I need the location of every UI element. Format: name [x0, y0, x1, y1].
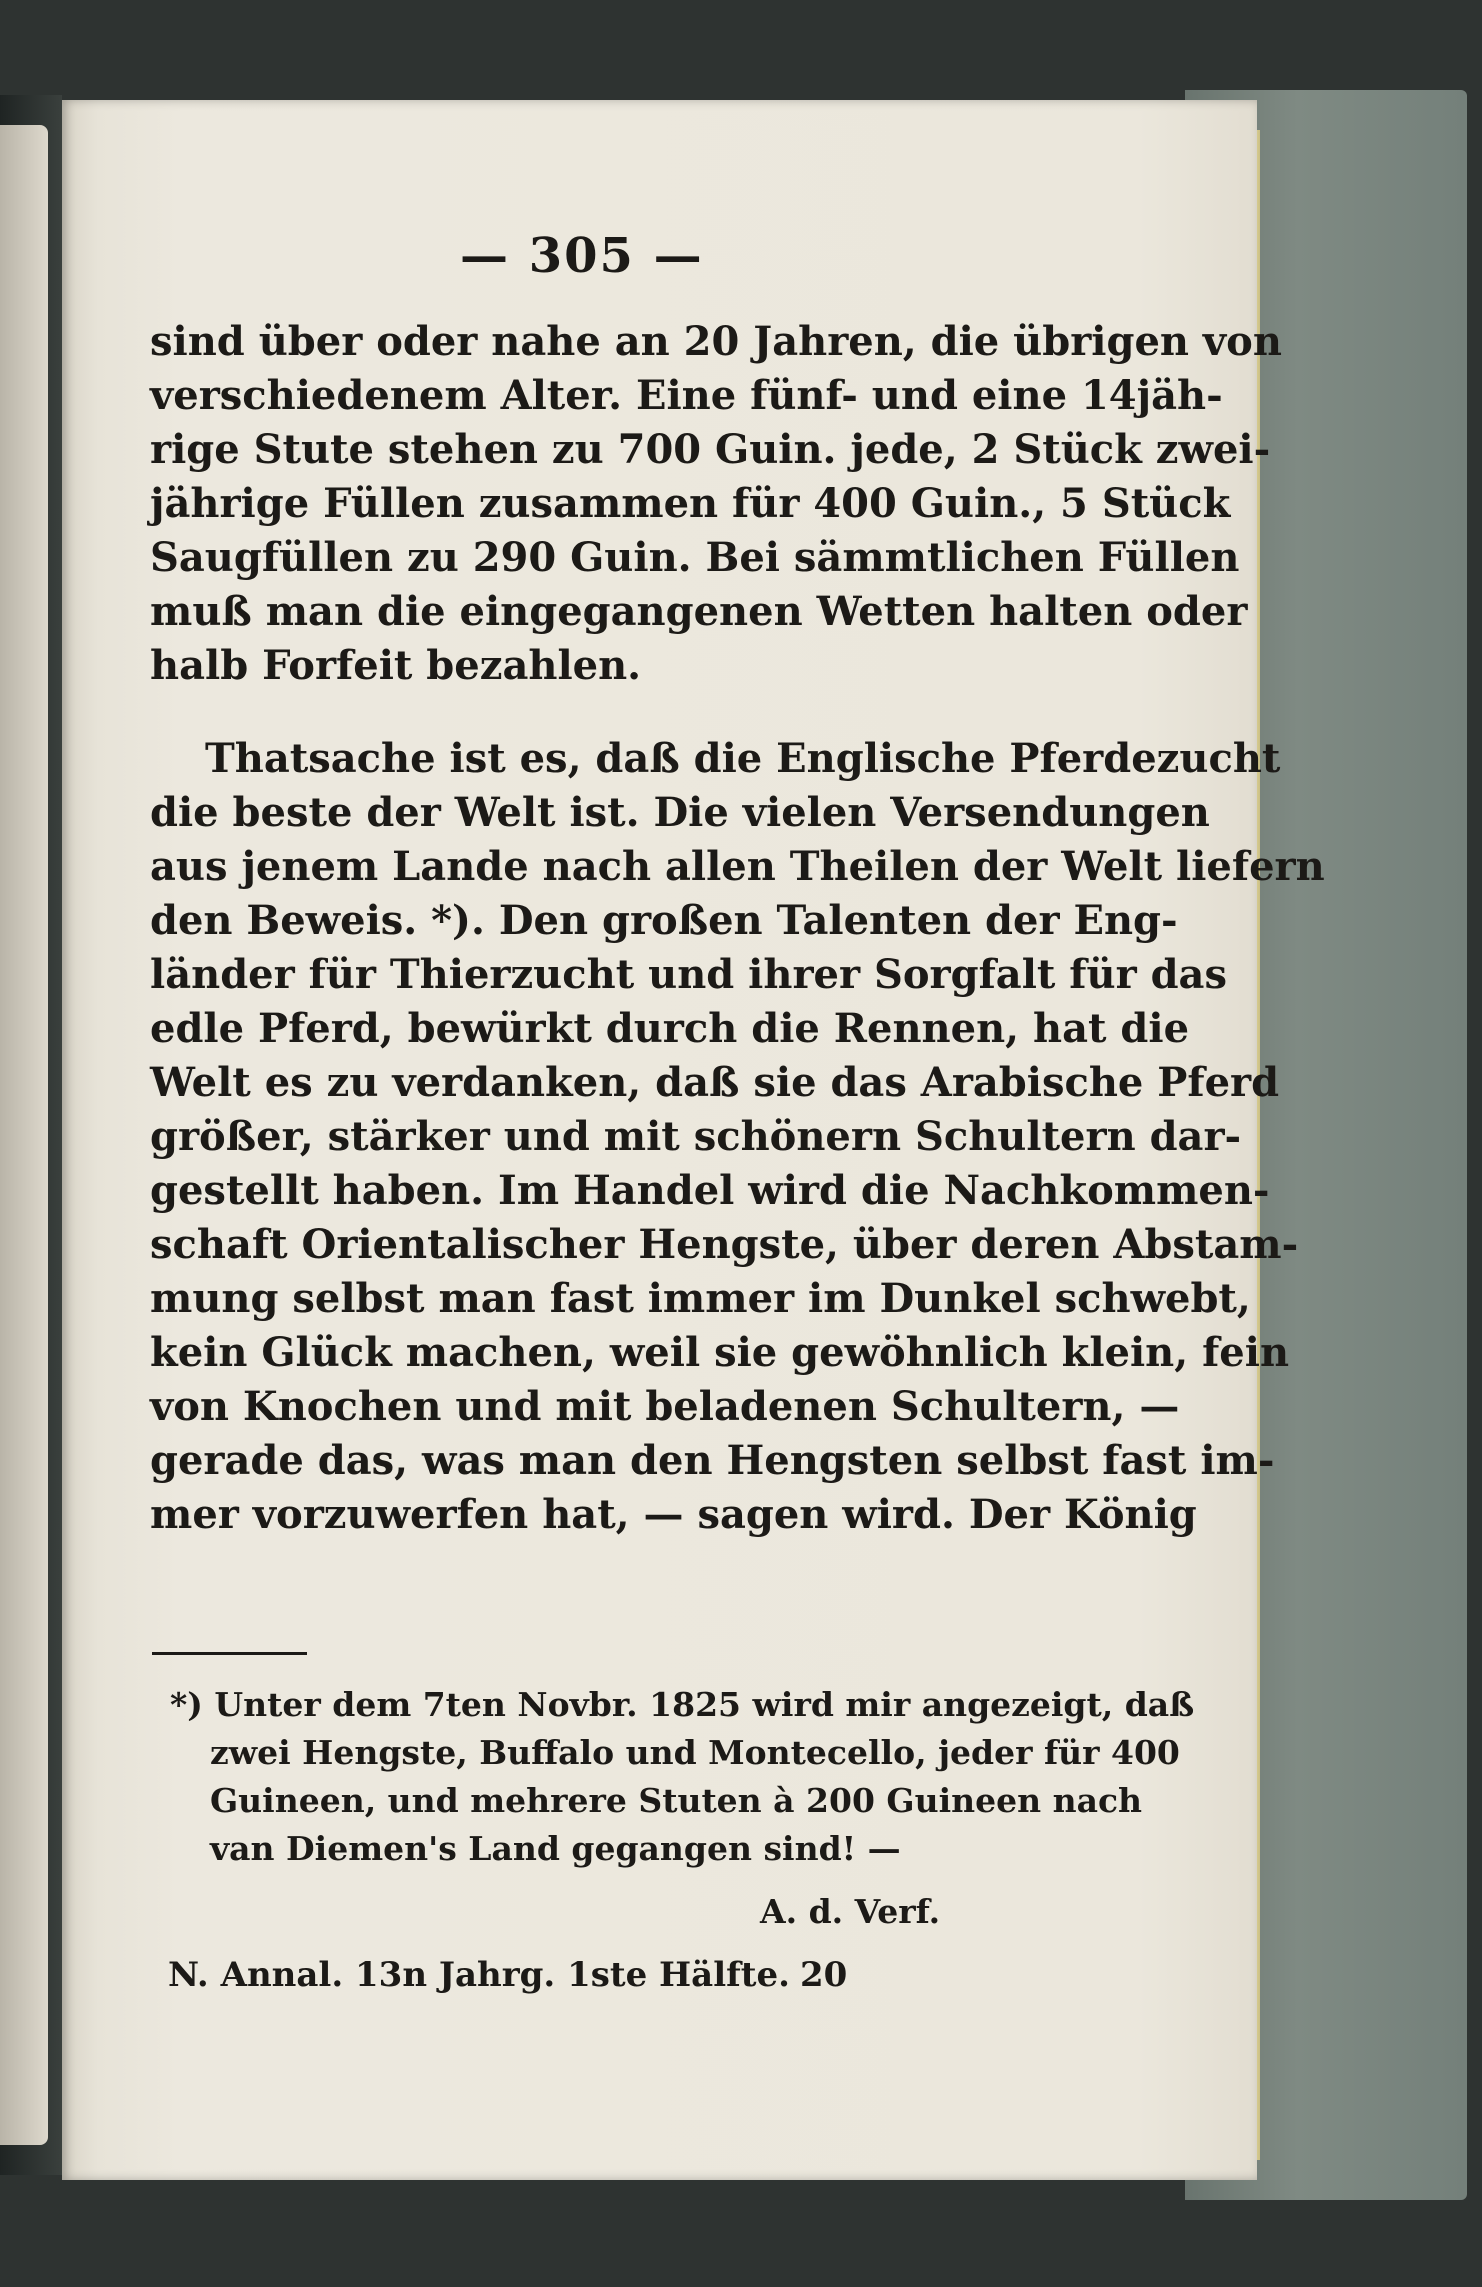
footnote-line-3: Guineen, und mehrere Stuten à 200 Guineen nach	[210, 1781, 1143, 1820]
signature-mark: N. Annal. 13n Jahrg. 1ste Hälfte.	[168, 1955, 790, 1995]
footnote-line-1: *) Unter dem 7ten Novbr. 1825 wird mir angezeigt, daß	[170, 1685, 1195, 1724]
body-line-4: jährige Füllen zusammen für 400 Guin., 5 Stück	[150, 480, 1231, 527]
body-line-9: die beste der Welt ist. Die vielen Versendungen	[150, 789, 1210, 836]
footnote-line-2: zwei Hengste, Buffalo und Montecello, jeder für 400	[210, 1733, 1180, 1772]
body-line-1: sind über oder nahe an 20 Jahren, die übrigen von	[150, 318, 1282, 365]
body-line-15: größer, stärker und mit schönern Schultern dar-	[150, 1113, 1242, 1160]
body-line-22: mer vorzuwerfen hat, — sagen wird. Der König	[150, 1491, 1197, 1538]
body-line-11: den Beweis. *). Den großen Talenten der Eng-	[150, 897, 1178, 944]
body-line-10: aus jenem Lande nach allen Theilen der Welt liefern	[150, 843, 1325, 890]
body-line-17: schaft Orientalischer Hengste, über deren Abstam-	[150, 1221, 1299, 1268]
body-line-3: rige Stute stehen zu 700 Guin. jede, 2 Stück zwei-	[150, 426, 1271, 473]
body-line-12: länder für Thierzucht und ihrer Sorgfalt für das	[150, 951, 1227, 998]
page-header: — 305 —	[460, 228, 704, 284]
footnote-line-4: van Diemen's Land gegangen sind! —	[210, 1829, 901, 1868]
body-line-6: muß man die eingegangenen Wetten halten oder	[150, 588, 1248, 635]
body-line-19: kein Glück machen, weil sie gewöhnlich klein, fein	[150, 1329, 1290, 1376]
footnote-signature: A. d. Verf.	[760, 1892, 941, 1931]
body-line-16: gestellt haben. Im Handel wird die Nachkommen-	[150, 1167, 1270, 1214]
footnote-rule	[152, 1652, 307, 1655]
facing-page-edge	[0, 125, 48, 2145]
body-line-8: Thatsache ist es, daß die Englische Pferdezucht	[205, 735, 1281, 782]
body-line-5: Saugfüllen zu 290 Guin. Bei sämmtlichen Füllen	[150, 534, 1240, 581]
body-line-13: edle Pferd, bewürkt durch die Rennen, hat die	[150, 1005, 1190, 1052]
body-line-20: von Knochen und mit beladenen Schultern, —	[150, 1383, 1180, 1430]
body-line-7: halb Forfeit bezahlen.	[150, 642, 642, 689]
body-line-14: Welt es zu verdanken, daß sie das Arabische Pferd	[150, 1059, 1280, 1106]
body-line-21: gerade das, was man den Hengsten selbst fast im-	[150, 1437, 1275, 1484]
body-line-2: verschiedenem Alter. Eine fünf- und eine 14jäh-	[150, 372, 1223, 419]
signature-number: 20	[800, 1955, 848, 1995]
body-line-18: mung selbst man fast immer im Dunkel schwebt,	[150, 1275, 1251, 1322]
